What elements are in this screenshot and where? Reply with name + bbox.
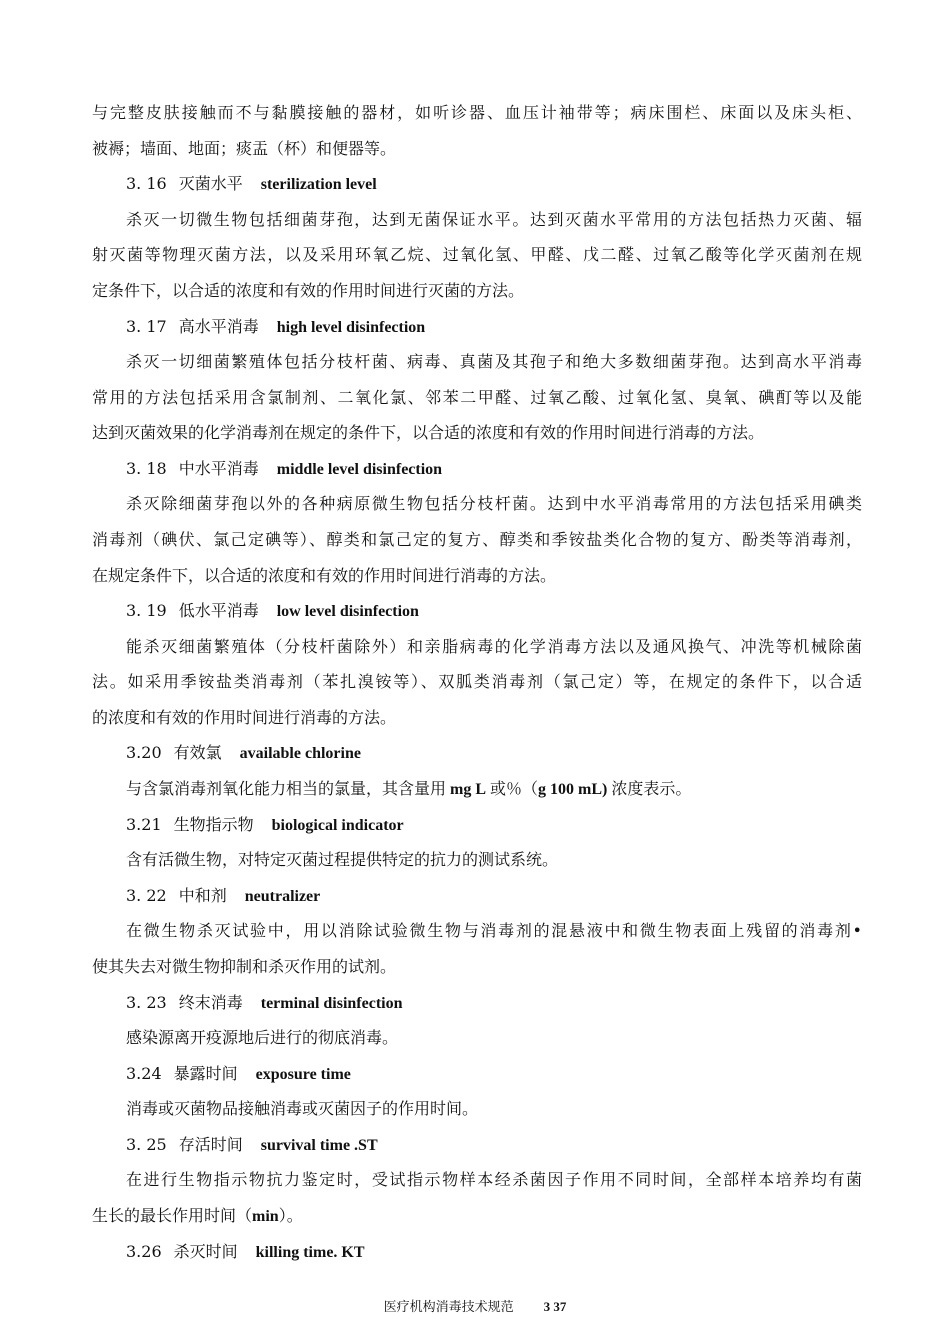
term-heading-3-23 <box>126 993 896 1014</box>
term-number: 3. 19 <box>126 601 167 620</box>
term-chinese: 低水平消毒 <box>178 601 259 620</box>
definition-line: 杀灭一切细菌繁殖体包括分枝杆菌、病毒、真菌及其孢子和绝大多数细菌芽孢。达到高水平消毒 <box>126 352 862 371</box>
definition-line: 达到灭菌效果的化学消毒剂在规定的条件下，以合适的浓度和有效的作用时间进行消毒的方法。 <box>92 423 765 442</box>
term-chinese: 中和剂 <box>178 886 227 905</box>
term-heading-3-25 <box>126 1135 896 1156</box>
intro-line-2: 被褥；墙面、地面；痰盂（杯）和便器等。 <box>92 139 397 158</box>
term-english: middle level disinfection <box>276 461 443 478</box>
definition-line: 感染源离开疫源地后进行的彻底消毒。 <box>126 1028 399 1047</box>
term-chinese: 终末消毒 <box>178 993 243 1012</box>
term-english: available chlorine <box>239 745 361 762</box>
definition-text: 与含氯消毒剂氧化能力相当的氯量，其含量用 <box>126 779 447 798</box>
definition-line: 的浓度和有效的作用时间进行消毒的方法。 <box>92 708 397 727</box>
term-heading-3-18 <box>126 459 896 480</box>
term-english: low level disinfection <box>276 603 419 620</box>
term-english: survival time .ST <box>260 1137 378 1154</box>
term-heading-3-16 <box>126 174 896 195</box>
definition-line: 在微生物杀灭试验中，用以消除试验微生物与消毒剂的混悬液中和微生物表面上残留的消毒剂• <box>126 921 862 940</box>
definition-line: 法。如采用季铵盐类消毒剂（苯扎溴铵等）、双胍类消毒剂（氯己定）等，在规定的条件下，以合适 <box>92 672 862 691</box>
term-number: 3.20 <box>126 743 162 762</box>
definition-line: 在规定条件下，以合适的浓度和有效的作用时间进行消毒的方法。 <box>92 566 557 585</box>
term-chinese: 杀灭时间 <box>173 1242 238 1261</box>
page-footer <box>0 1298 950 1317</box>
term-number: 3.24 <box>126 1064 162 1083</box>
term-chinese: 存活时间 <box>178 1135 243 1154</box>
term-heading-3-22 <box>126 886 896 907</box>
term-heading-3-26 <box>126 1242 896 1263</box>
term-number: 3. 18 <box>126 459 167 478</box>
definition-text: 或％（ <box>490 779 539 798</box>
term-number: 3.21 <box>126 815 162 834</box>
term-number: 3. 25 <box>126 1135 167 1154</box>
term-number: 3. 16 <box>126 174 167 193</box>
term-english: exposure time <box>255 1066 351 1083</box>
intro-line-1: 与完整皮肤接触而不与黏膜接触的器材，如听诊器、血压计袖带等；病床围栏、床面以及床头柜、 <box>92 103 862 122</box>
definition-line: 使其失去对微生物抑制和杀灭作用的试剂。 <box>92 957 397 976</box>
term-english: terminal disinfection <box>260 995 403 1012</box>
term-chinese: 中水平消毒 <box>178 459 259 478</box>
definition-line: 定条件下，以合适的浓度和有效的作用时间进行灭菌的方法。 <box>92 281 525 300</box>
definition-line: 能杀灭细菌繁殖体（分枝杆菌除外）和亲脂病毒的化学消毒方法以及通风换气、冲洗等机械除菌 <box>126 637 862 656</box>
definition-line: 含有活微生物，对特定灭菌过程提供特定的抗力的测试系统。 <box>126 850 559 869</box>
definition-line: 杀灭一切微生物包括细菌芽孢，达到无菌保证水平。达到灭菌水平常用的方法包括热力灭菌、辐 <box>126 210 862 229</box>
page-number: 3 37 <box>543 1299 567 1314</box>
term-heading-3-21 <box>126 815 896 836</box>
term-english: high level disinfection <box>276 319 426 336</box>
unit-mg-l: mg L <box>450 781 487 798</box>
footer-title: 医疗机构消毒技术规范 <box>383 1300 514 1315</box>
definition-line: 在进行生物指示物抗力鉴定时，受试指示物样本经杀菌因子作用不同时间，全部样本培养均有菌 <box>126 1170 862 1189</box>
definition-line: 消毒或灭菌物品接触消毒或灭菌因子的作用时间。 <box>126 1099 479 1118</box>
definition-line <box>126 779 862 800</box>
unit-g-100ml: g 100 mL) <box>538 781 608 798</box>
definition-line: 消毒剂（碘伏、氯己定碘等）、醇类和氯己定的复方、醇类和季铵盐类化合物的复方、酚类等消毒剂， <box>92 530 862 549</box>
definition-text: 生长的最长作用时间（ <box>92 1206 253 1225</box>
term-heading-3-24 <box>126 1064 896 1085</box>
definition-line: 常用的方法包括采用含氯制剂、二氧化氯、邻苯二甲醛、过氧乙酸、过氧化氢、臭氧、碘酊等以及能 <box>92 388 862 407</box>
definition-text: ）。 <box>278 1206 303 1225</box>
term-english: sterilization level <box>260 176 377 193</box>
term-chinese: 暴露时间 <box>173 1064 238 1083</box>
definition-line: 杀灭除细菌芽孢以外的各种病原微生物包括分枝杆菌。达到中水平消毒常用的方法包括采用碘类 <box>126 494 862 513</box>
term-chinese: 灭菌水平 <box>178 174 243 193</box>
term-chinese: 生物指示物 <box>173 815 254 834</box>
term-number: 3.26 <box>126 1242 162 1261</box>
unit-min: min <box>252 1208 279 1225</box>
term-number: 3. 17 <box>126 317 167 336</box>
term-heading-3-19 <box>126 601 896 622</box>
term-number: 3. 23 <box>126 993 167 1012</box>
term-chinese: 高水平消毒 <box>178 317 259 336</box>
term-english: killing time. KT <box>255 1244 365 1261</box>
term-english: neutralizer <box>244 888 321 905</box>
definition-text: 浓度表示。 <box>611 779 692 798</box>
term-heading-3-17 <box>126 317 896 338</box>
term-english: biological indicator <box>271 817 404 834</box>
term-number: 3. 22 <box>126 886 167 905</box>
definition-line <box>92 1206 862 1227</box>
term-heading-3-20 <box>126 743 896 764</box>
definition-line: 射灭菌等物理灭菌方法，以及采用环氧乙烷、过氧化氢、甲醛、戊二醛、过氧乙酸等化学灭菌剂在规 <box>92 245 862 264</box>
term-chinese: 有效氯 <box>173 743 222 762</box>
